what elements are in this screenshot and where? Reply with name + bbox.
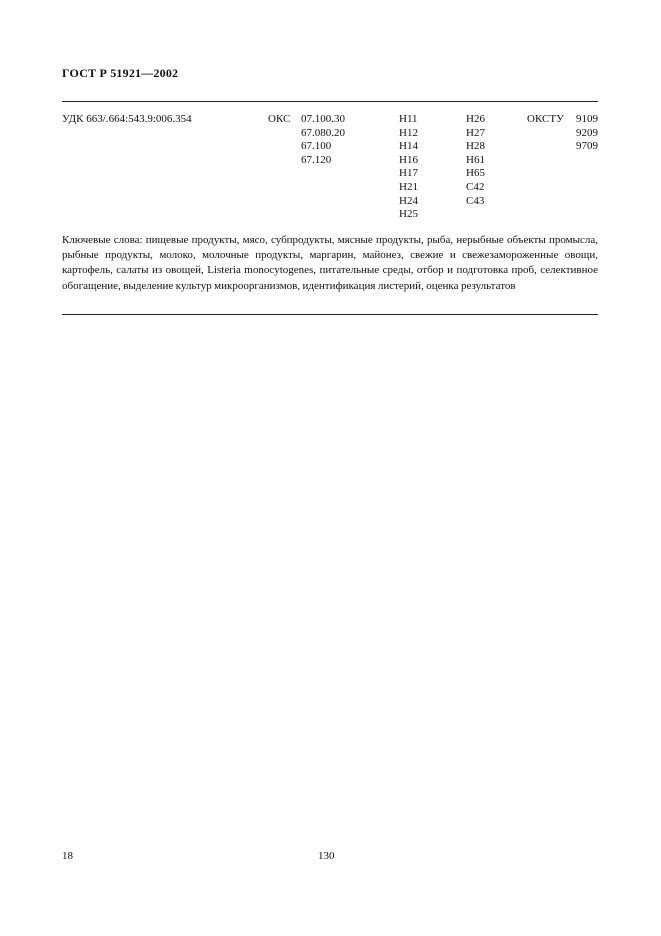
h-code: Н11 (399, 113, 418, 125)
oks-codes-list (301, 113, 345, 167)
h-code: Н12 (399, 126, 418, 139)
h-codes-column-1 (399, 113, 418, 222)
oks-code: 67.080.20 (301, 126, 345, 139)
h-code: Н28 (466, 140, 485, 153)
page-number-left: 18 (62, 850, 73, 862)
h-code: Н16 (399, 153, 418, 166)
okstu-code: 9209 (576, 126, 598, 139)
h-code: Н17 (399, 167, 418, 180)
bottom-divider (62, 314, 598, 315)
document-header: ГОСТ Р 51921—2002 (62, 66, 179, 80)
h-code: Н26 (466, 113, 485, 125)
h-code: Н61 (466, 153, 485, 166)
oks-code: 67.100 (301, 140, 332, 153)
h-code: Н65 (466, 167, 485, 180)
page-number-center: 130 (318, 850, 335, 862)
h-code: С43 (466, 194, 485, 207)
h-code: Н21 (399, 180, 418, 193)
oks-label: ОКС (268, 113, 291, 125)
top-divider (62, 101, 598, 102)
oks-code: 07.100.30 (301, 113, 345, 125)
h-code: Н25 (399, 208, 418, 221)
h-code: С42 (466, 180, 485, 193)
okstu-code: 9109 (576, 113, 598, 125)
okstu-code: 9709 (576, 140, 598, 153)
h-code: Н14 (399, 140, 418, 153)
okstu-codes-list (561, 113, 598, 154)
h-code: Н27 (466, 126, 485, 139)
udk-code: УДК 663/.664:543.9:006.354 (62, 113, 192, 125)
h-code: Н24 (399, 194, 418, 207)
keywords-paragraph: Ключевые слова: пищевые продукты, мясо, субпродукты, мясные продукты, рыба, нерыбные объекты промысла, рыбные продукты, молоко, молочные продукты, маргарин, майонез, свежие и свежезамороженные овощи, картофель, салаты из овощей, Listeria monocytogenes, питательные среды, отбор и подготовка проб, селективное обогащение, выделение культур микроорганизмов, идентификация листерий, оценка результатов (62, 234, 598, 292)
h-codes-column-2 (466, 113, 485, 208)
okstu-label: ОКСТУ (527, 113, 564, 125)
oks-code: 67.120 (301, 153, 332, 166)
